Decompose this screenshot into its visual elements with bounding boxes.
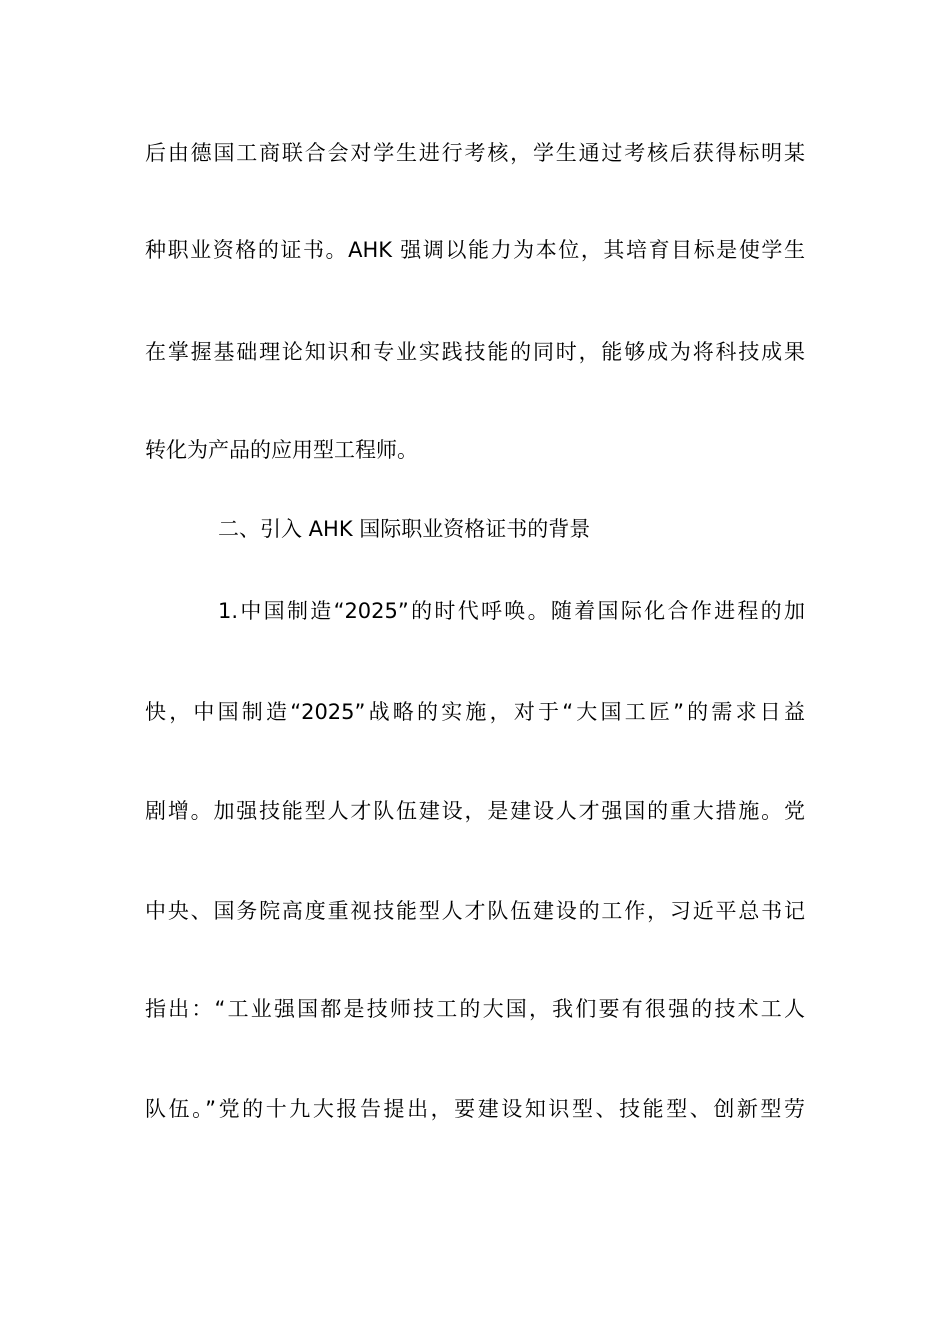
paragraph-line: 种职业资格的证书。AHK 强调以能力为本位，其培育目标是使学生 (145, 238, 805, 262)
paragraph-line: 1.中国制造“2025”的时代呼唤。随着国际化合作进程的加 (218, 599, 805, 623)
paragraph-line: 队伍。”党的十九大报告提出，要建设知识型、技能型、创新型劳 (145, 1097, 805, 1121)
paragraph-line: 在掌握基础理论知识和专业实践技能的同时，能够成为将科技成果 (145, 340, 805, 364)
paragraph-line: 后由德国工商联合会对学生进行考核，学生通过考核后获得标明某 (145, 141, 805, 165)
paragraph-line: 转化为产品的应用型工程师。 (145, 438, 418, 462)
paragraph-line: 中央、国务院高度重视技能型人才队伍建设的工作，习近平总书记 (145, 899, 805, 923)
paragraph-line: 剧增。加强技能型人才队伍建设，是建设人才强国的重大措施。党 (145, 799, 805, 823)
paragraph-line: 快，中国制造“2025”战略的实施，对于“大国工匠”的需求日益 (145, 700, 805, 724)
section-heading: 二、引入 AHK 国际职业资格证书的背景 (218, 517, 591, 541)
paragraph-line: 指出：“工业强国都是技师技工的大国，我们要有很强的技术工人 (145, 997, 805, 1021)
